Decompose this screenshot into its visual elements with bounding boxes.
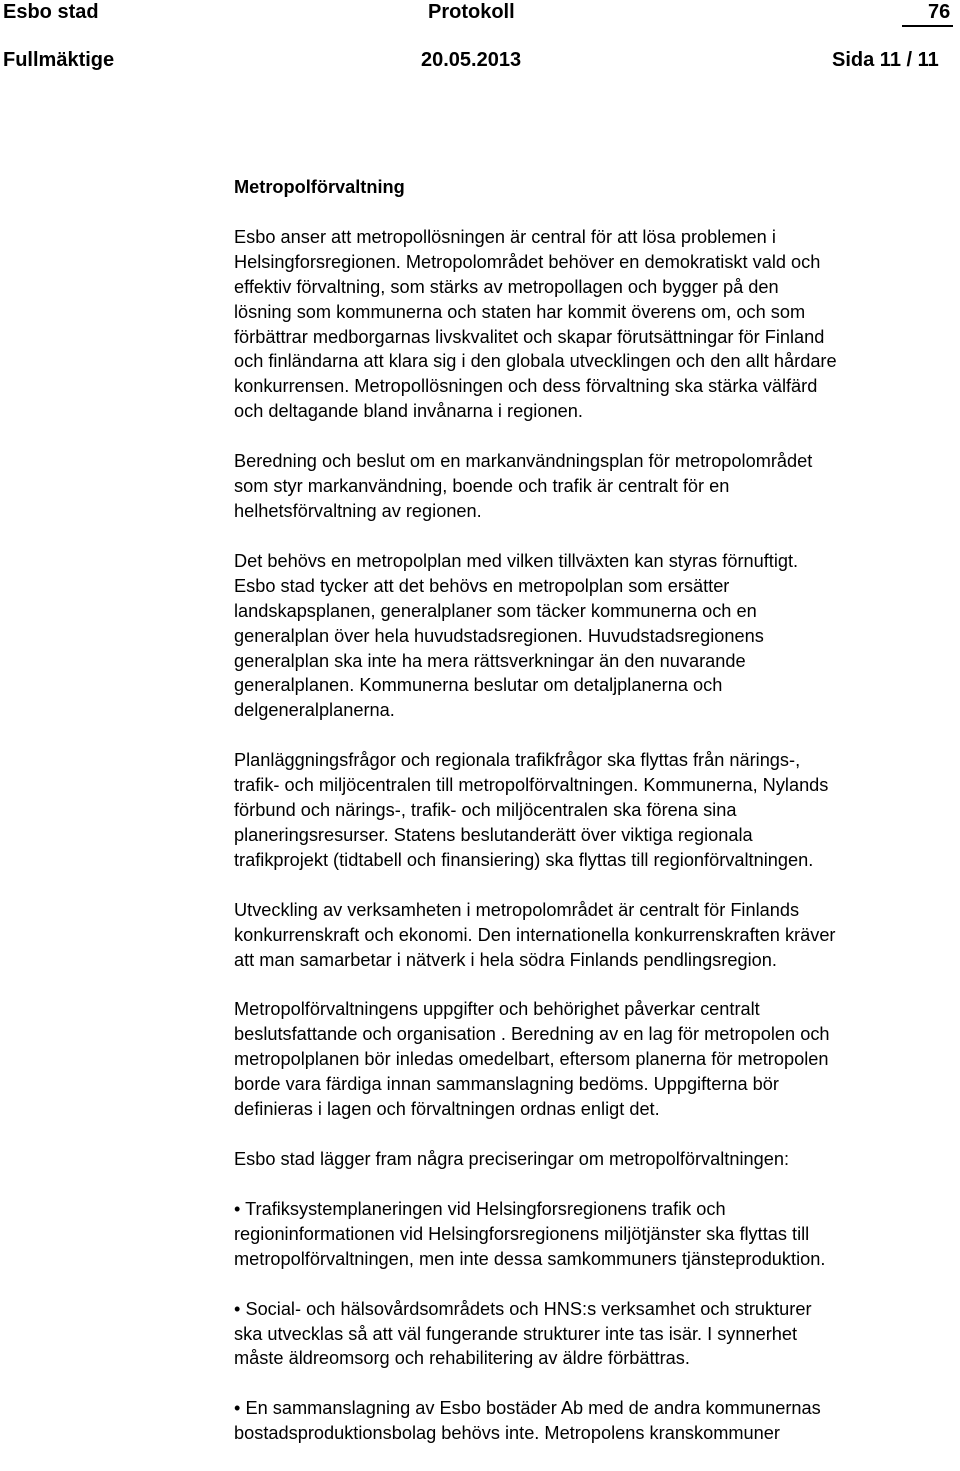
bullet-icon: • — [234, 1398, 241, 1419]
organization-name: Esbo stad — [3, 1, 99, 23]
document-number-underline — [902, 25, 953, 27]
paragraph: Metropolförvaltningens uppgifter och behörighet påverkar centralt beslutsfattande och organisation . Beredning av en lag för metropolen och metropolplanen bör inledas omedelbart, eftersom planerna för metropolen borde vara färdiga innan sammanslagning bedöms. Uppgifterna bör definieras i lagen och förvaltningen ordnas enligt det. — [234, 999, 830, 1120]
paragraph: Det behövs en metropolplan med vilken tillväxten kan styras förnuftigt. Esbo stad tycker att det behövs en metropolplan som ersätter landskapsplanen, generalplaner som täcker kommunerna och en generalplan över hela huvudstadsregionen. Huvudstadsregionens generalplan ska inte ha mera rättsverkningar än den nuvarande generalplanen. Kommunerna beslutar om detaljplanerna och delgeneralplanerna. — [234, 550, 799, 721]
list-item-text: Trafiksystemplaneringen vid Helsingforsregionens trafik och regioninformationen vid Helsingforsregionens miljötjänster ska flyttas till metropolförvaltningen, men inte dessa samkommuners tjänsteproduktion. — [234, 1198, 826, 1269]
bullet-icon: • — [234, 1198, 241, 1219]
document-header — [0, 0, 960, 80]
document-number: 76 — [928, 1, 951, 23]
paragraph: Esbo stad lägger fram några preciseringar om metropolförvaltningen: — [234, 1149, 790, 1169]
list-item — [234, 1197, 958, 1272]
bullet-icon: • — [234, 1298, 241, 1319]
paragraph: Planläggningsfrågor och regionala trafikfrågor ska flyttas från närings-, trafik- och miljöcentralen till metropolförvaltningen. Kommunerna, Nylands förbund och närings-, trafik- och miljöcentralen ska förena sina planeringsresurser. Statens beslutanderätt över viktiga regionala trafikprojekt (tidtabell och finansiering) ska flyttas till regionförvaltningen. — [234, 750, 829, 870]
bullet-list — [234, 1197, 958, 1446]
page-indicator: Sida 11 / 11 — [832, 49, 939, 71]
governing-body: Fullmäktige — [3, 49, 115, 71]
list-item-text: Social- och hälsovårdsområdets och HNS:s verksamhet och strukturer ska utvecklas så att väl fungerande strukturer inte tas isär. I synnerhet måste äldreomsorg och rehabilitering av äldre förbättras. — [234, 1298, 812, 1369]
meeting-date: 20.05.2013 — [421, 49, 522, 71]
paragraph: Utveckling av verksamheten i metropolområdet är centralt för Finlands konkurrenskraft och ekonomi. Den internationella konkurrenskraften kräver att man samarbetar i nätverk i hela södra Finlands pendlingsregion. — [234, 899, 836, 970]
list-item — [234, 1396, 958, 1446]
list-item — [234, 1297, 958, 1372]
paragraph: Beredning och beslut om en markanvändningsplan för metropolområdet som styr markanvändning, boende och trafik är centralt för en helhetsförvaltning av regionen. — [234, 451, 813, 521]
document-type: Protokoll — [428, 1, 515, 23]
paragraph: Esbo anser att metropollösningen är central för att lösa problemen i Helsingforsregionen. Metropolområdet behöver en demokratiskt vald och effektiv förvaltning, som stärks av metropollagen och bygger på den lösning som kommunerna och staten har kommit överens om, och som förbättrar medborgarnas livskvalitet och skapar förutsättningar för Finland och finländarna att klara sig i den globala utvecklingen och den allt hårdare konkurrensen. Metropollösningen och dess förvaltning ska stärka välfärd och deltagande bland invånarna i regionen. — [234, 226, 837, 422]
list-item-text: En sammanslagning av Esbo bostäder Ab med de andra kommunernas bostadsproduktionsbolag behövs inte. Metropolens kranskommuner — [234, 1398, 821, 1444]
section-title: Metropolförvaltning — [234, 177, 405, 197]
document-body — [234, 175, 958, 1471]
